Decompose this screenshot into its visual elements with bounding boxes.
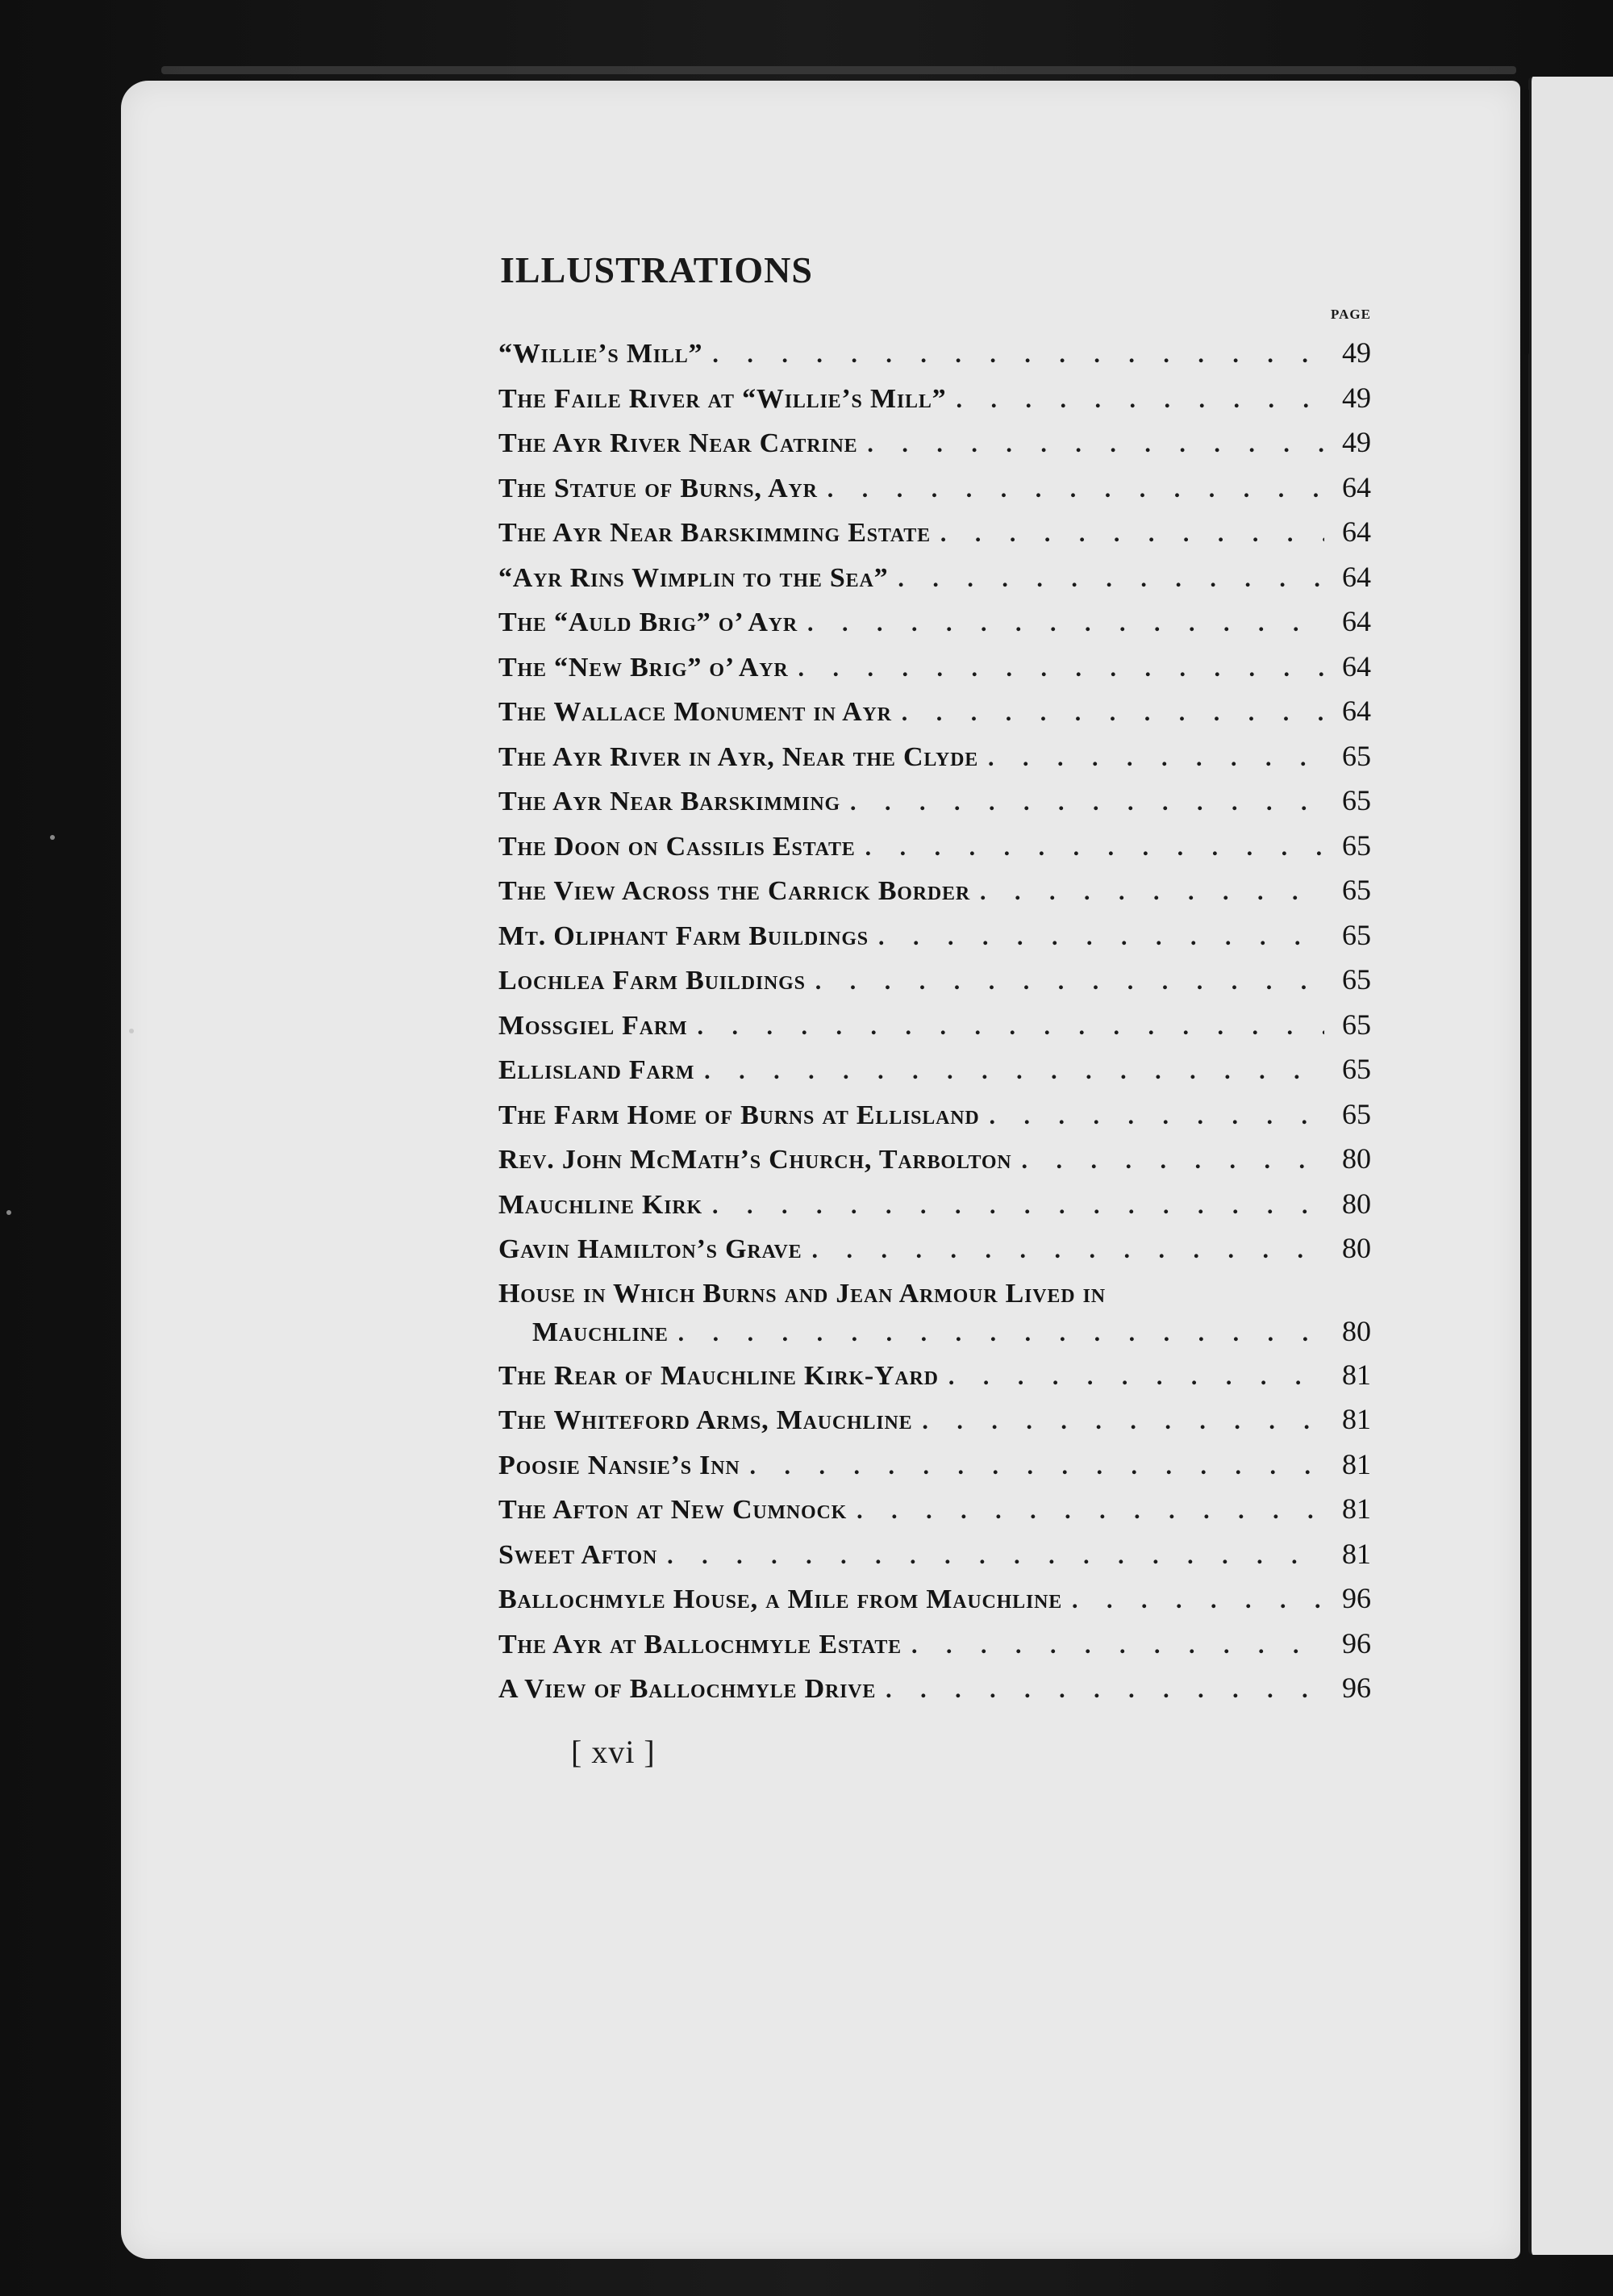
toc-entry-title: The Afton at New Cumnock: [498, 1495, 848, 1525]
dot-leader: [740, 1444, 1324, 1489]
toc-entry-title: House in Which Burns and Jean Armour Lived in: [498, 1278, 1106, 1309]
toc-entry: [498, 1003, 1371, 1048]
toc-entry-title: The Ayr Near Barskimming: [498, 787, 840, 816]
dot-leader: [702, 332, 1324, 378]
dot-leader: [876, 1668, 1324, 1713]
toc-entry: [498, 1397, 1371, 1442]
toc-entry: [498, 376, 1371, 421]
toc-entry: [498, 599, 1371, 645]
toc-entry-title: Gavin Hamilton’s Grave: [498, 1234, 802, 1264]
toc-entry-page-number: 80: [1342, 1187, 1371, 1220]
toc-entry-page-number: 64: [1342, 470, 1371, 503]
toc-entry-page-number: 64: [1342, 605, 1371, 637]
toc-entry-page-number: 65: [1342, 1008, 1371, 1041]
toc-entry: [498, 958, 1371, 1003]
toc-entry: [498, 1353, 1371, 1398]
dot-leader: [694, 1049, 1324, 1094]
toc-entry-page-number: 64: [1342, 560, 1371, 593]
toc-entry-page-number: 49: [1342, 381, 1371, 414]
toc-entry-title: The Faile River at “Willie’s Mill”: [498, 383, 947, 414]
dot-leader: [702, 1183, 1324, 1229]
dot-leader: [888, 557, 1324, 602]
page-column-label: PAGE: [1331, 307, 1371, 322]
toc-entry: [498, 1047, 1371, 1092]
dot-leader: [847, 1488, 1324, 1534]
toc-entry: [498, 1226, 1371, 1271]
toc-entry: [498, 734, 1371, 779]
dot-leader: [902, 1623, 1324, 1668]
toc-entry: [498, 1576, 1371, 1622]
toc-entry-page-number: 96: [1342, 1672, 1371, 1704]
toc-entry-title: Ballochmyle House, a Mile from Mauchline: [498, 1584, 1063, 1614]
toc-entry: [498, 824, 1371, 869]
toc-entry-title: “Ayr Rins Wimplin to the Sea”: [498, 562, 889, 593]
toc-entry-title: Mauchline Kirk: [498, 1189, 702, 1220]
toc-entry-continuation: [498, 1310, 1371, 1352]
dot-leader: [818, 467, 1324, 512]
dot-leader: [789, 646, 1324, 691]
toc-entry-page-number: 65: [1342, 1053, 1371, 1085]
toc-entry: [498, 779, 1371, 824]
toc-entry: [498, 555, 1371, 600]
dot-leader: [946, 378, 1324, 423]
toc-entry-page-number: 65: [1342, 963, 1371, 996]
page-heading: ILLUSTRATIONS: [500, 249, 813, 290]
dot-leader: [939, 1355, 1324, 1400]
dot-leader: [978, 736, 1324, 781]
illustrations-list: [498, 331, 1371, 1711]
toc-entry: [498, 465, 1371, 511]
toc-entry-title: Rev. John McMath’s Church, Tarbolton: [498, 1145, 1012, 1175]
toc-entry-page-number: 81: [1342, 1358, 1371, 1391]
toc-entry: [498, 1182, 1371, 1227]
toc-entry-title: The View Across the Carrick Border: [498, 876, 970, 906]
toc-entry-page-number: 81: [1342, 1447, 1371, 1480]
toc-entry: [498, 868, 1371, 913]
dot-leader: [970, 870, 1324, 915]
toc-entry-title: The Ayr River in Ayr, Near the Clyde: [498, 741, 979, 772]
dot-leader: [1011, 1138, 1324, 1183]
toc-entry-page-number: 65: [1342, 918, 1371, 951]
toc-entry-title: Mt. Oliphant Farm Buildings: [498, 920, 869, 951]
toc-entry-title: The Statue of Burns, Ayr: [498, 473, 818, 503]
toc-entry-title: The Ayr at Ballochmyle Estate: [498, 1629, 902, 1659]
dot-leader: [802, 1228, 1324, 1273]
page-gutter-shadow: [1524, 89, 1529, 355]
page-folio: [ xvi ]: [571, 1734, 656, 1770]
book-top-edge: [161, 66, 1516, 74]
toc-entry-title: Sweet Afton: [498, 1539, 658, 1570]
toc-entry: [498, 331, 1371, 376]
toc-entry-page-number: 81: [1342, 1403, 1371, 1435]
toc-entry-page-number: 65: [1342, 829, 1371, 862]
toc-entry-page-number: 65: [1342, 1097, 1371, 1130]
dot-leader: [1062, 1578, 1324, 1623]
toc-entry: [498, 1137, 1371, 1182]
toc-entry: [498, 1442, 1371, 1488]
toc-entry-page-number: 81: [1342, 1537, 1371, 1570]
toc-entry-title: “Willie’s Mill”: [498, 339, 703, 369]
toc-entry-title: The Doon on Cassilis Estate: [498, 831, 856, 862]
toc-entry: [498, 1666, 1371, 1711]
toc-entry-title: A View of Ballochmyle Drive: [498, 1674, 877, 1704]
dot-leader: [840, 780, 1324, 825]
toc-entry-page-number: 80: [1342, 1314, 1371, 1347]
toc-entry-page-number: 80: [1342, 1142, 1371, 1175]
dot-leader: [869, 915, 1324, 960]
dot-leader: [980, 1094, 1324, 1139]
dot-leader: [931, 511, 1324, 557]
toc-entry-page-number: 64: [1342, 695, 1371, 727]
toc-entry-page-number: 65: [1342, 874, 1371, 906]
toc-entry: [498, 1532, 1371, 1577]
toc-entry: [498, 689, 1371, 734]
toc-entry-page-number: 96: [1342, 1582, 1371, 1614]
toc-entry-title: The “Auld Brig” o’ Ayr: [498, 607, 798, 637]
toc-entry-title: The Whiteford Arms, Mauchline: [498, 1405, 913, 1435]
dot-leader: [912, 1399, 1324, 1444]
dot-leader: [892, 691, 1324, 736]
toc-entry: [498, 1092, 1371, 1138]
scan-speck: [6, 1210, 11, 1215]
dot-leader: [856, 825, 1324, 870]
dot-leader: [857, 422, 1324, 467]
toc-entry-title: Poosie Nansie’s Inn: [498, 1450, 740, 1480]
toc-entry-title: The Ayr River Near Catrine: [498, 428, 858, 458]
dot-leader: [687, 1004, 1324, 1050]
toc-entry-title: Ellisland Farm: [498, 1055, 695, 1085]
dot-leader: [806, 959, 1324, 1004]
toc-entry-title: The Ayr Near Barskimming Estate: [498, 518, 931, 548]
toc-entry-title: The Rear of Mauchline Kirk-Yard: [498, 1360, 939, 1391]
toc-entry: [498, 645, 1371, 690]
toc-entry: [498, 510, 1371, 555]
dot-leader: [657, 1534, 1324, 1579]
toc-entry-page-number: 96: [1342, 1626, 1371, 1659]
toc-entry-title: Lochlea Farm Buildings: [498, 966, 806, 996]
toc-entry: [498, 913, 1371, 958]
toc-entry: [498, 1271, 1371, 1353]
dot-leader: [798, 601, 1324, 646]
toc-entry-title: Mossgiel Farm: [498, 1010, 688, 1041]
toc-entry-page-number: 65: [1342, 739, 1371, 772]
toc-entry-page-number: 81: [1342, 1492, 1371, 1525]
toc-entry-title: The “New Brig” o’ Ayr: [498, 652, 789, 683]
toc-entry: [498, 1487, 1371, 1532]
toc-entry: [498, 420, 1371, 465]
scan-speck: [50, 835, 55, 840]
toc-entry: [498, 1622, 1371, 1667]
toc-entry-title: The Farm Home of Burns at Ellisland: [498, 1100, 980, 1130]
toc-entry-page-number: 80: [1342, 1232, 1371, 1264]
dot-leader: [669, 1313, 1324, 1355]
toc-entry-page-number: 65: [1342, 784, 1371, 816]
toc-entry-title: The Wallace Monument in Ayr: [498, 697, 892, 727]
toc-entry-title-continued: Mauchline: [532, 1317, 669, 1347]
toc-entry-page-number: 49: [1342, 336, 1371, 369]
facing-page-edge: [1528, 77, 1613, 2255]
toc-entry-page-number: 49: [1342, 426, 1371, 458]
scan-speck: [129, 1029, 134, 1033]
toc-entry-page-number: 64: [1342, 516, 1371, 548]
toc-entry-page-number: 64: [1342, 649, 1371, 683]
